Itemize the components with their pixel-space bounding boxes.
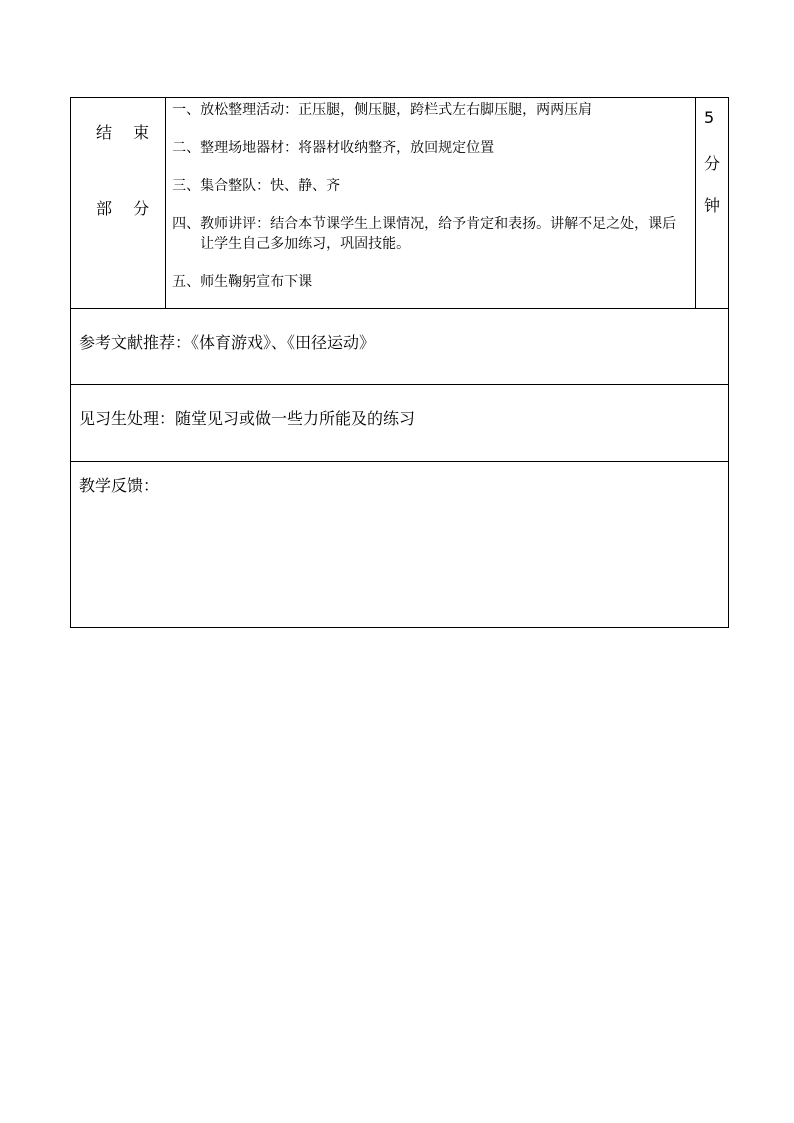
end-section-item: 五、师生鞠躬宣布下课	[172, 274, 313, 290]
end-section-row	[71, 98, 729, 309]
references-cell	[71, 309, 729, 385]
end-section-item: 一、放松整理活动：正压腿，侧压腿，跨栏式左右脚压腿，两两压肩	[172, 102, 593, 118]
feedback-row	[71, 462, 729, 628]
end-section-item: 四、教师讲评：结合本节课学生上课情况，给予肯定和表扬。讲解不足之处，课后让学生自己多加练习，巩固技能。	[172, 216, 677, 252]
references-row	[71, 309, 729, 385]
observers-row	[71, 385, 729, 462]
feedback-label: 教学反馈：	[79, 476, 160, 495]
end-section-item: 二、整理场地器材：将器材收纳整齐，放回规定位置	[172, 140, 495, 156]
observers-cell	[71, 385, 729, 462]
time-unit-char: 钟	[703, 196, 720, 215]
end-section-item: 三、集合整队：快、静、齐	[172, 178, 341, 194]
observers-text: 见习生处理：随堂见习或做一些力所能及的练习	[79, 409, 416, 428]
lesson-plan-table	[70, 97, 729, 628]
feedback-cell	[71, 462, 729, 628]
time-unit-char: 分	[703, 154, 720, 173]
end-section-label-cell	[71, 98, 166, 309]
end-section-item-list	[166, 98, 695, 292]
end-section-label-line1: 结 束	[96, 123, 158, 142]
time-value: 5	[703, 108, 715, 127]
end-section-time-cell	[695, 98, 728, 309]
references-text: 参考文献推荐：《体育游戏》、《田径运动》	[79, 333, 376, 352]
end-section-content-cell	[166, 98, 696, 309]
end-section-label-line2: 部 分	[96, 199, 158, 218]
